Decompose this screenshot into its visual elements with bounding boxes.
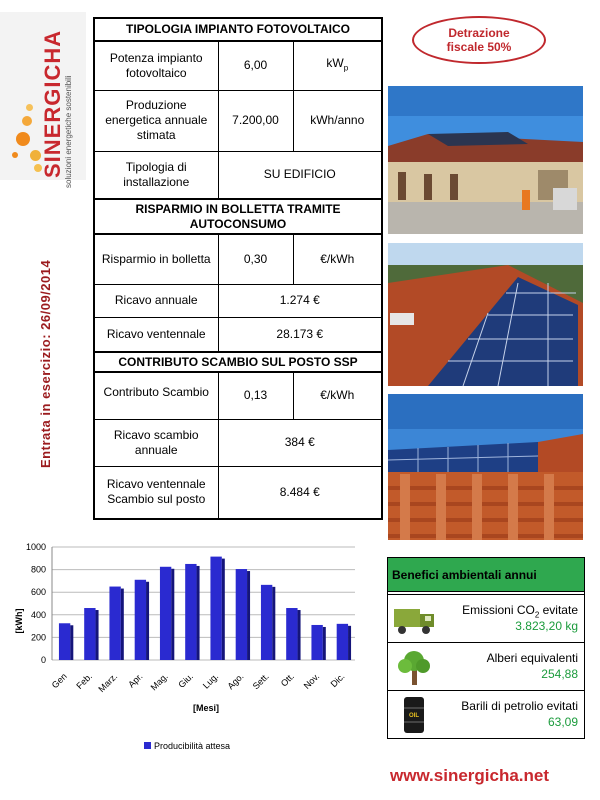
- x-tick-label: Feb.: [74, 671, 95, 691]
- row-label: Ricavo annuale: [94, 284, 218, 317]
- y-tick-label: 200: [30, 632, 46, 643]
- bar-side: [121, 589, 124, 660]
- x-tick-label: Giu.: [176, 671, 196, 690]
- row-label: Produzione energetica annuale stimata: [94, 90, 218, 151]
- table-row: [94, 284, 382, 317]
- row-label: Potenza impianto fotovoltaico: [94, 41, 218, 90]
- bar: [261, 585, 272, 660]
- table-row: [94, 41, 382, 90]
- chart-ylabel: [kWh]: [14, 608, 24, 634]
- bar: [185, 564, 196, 660]
- bar: [135, 580, 146, 660]
- benefit-emissioni: [388, 594, 584, 642]
- logo-dot: [22, 116, 32, 126]
- table-row: [94, 372, 382, 419]
- row-value: 0,30: [218, 234, 293, 284]
- y-tick-label: 400: [30, 609, 46, 620]
- building-photo: [388, 86, 583, 234]
- benefits-title: Benefici ambientali annui: [388, 558, 584, 592]
- benefit-alberi: [388, 642, 584, 690]
- oil-label: OIL: [409, 713, 419, 719]
- row-value: SU EDIFICIO: [218, 151, 382, 199]
- table-row: [94, 466, 382, 519]
- legend-swatch: [144, 742, 151, 749]
- label-part: evitate: [539, 603, 578, 617]
- row-unit: €/kWh: [293, 372, 382, 419]
- row-unit: kWh/anno: [293, 90, 382, 151]
- bar: [84, 608, 95, 660]
- entrata-in-esercizio: Entrata in esercizio: 26/09/2014: [38, 259, 53, 468]
- table-row: [94, 419, 382, 466]
- row-unit: [293, 41, 382, 90]
- row-label: Tipologia di installazione: [94, 151, 218, 199]
- badge-line: fiscale 50%: [446, 40, 512, 54]
- x-tick-label: Gen: [49, 671, 69, 691]
- bar: [337, 624, 348, 660]
- row-value: 0,13: [218, 372, 293, 419]
- x-tick-label: Mag.: [148, 671, 170, 693]
- benefit-value: 63,09: [547, 715, 578, 729]
- x-tick-label: Apr.: [126, 671, 145, 690]
- bar: [311, 625, 322, 660]
- y-tick-label: 1000: [25, 542, 46, 552]
- table-row: [94, 151, 382, 199]
- logo-dot: [26, 104, 33, 111]
- bar-side: [348, 626, 351, 660]
- bar-side: [171, 569, 174, 660]
- tax-deduction-badge: [412, 16, 546, 64]
- benefit-label: Barili di petrolio evitati: [461, 699, 578, 713]
- info-table: [93, 17, 383, 520]
- logo-dot: [16, 132, 30, 146]
- bar-side: [96, 610, 99, 660]
- row-unit: €/kWh: [293, 234, 382, 284]
- tree-icon: [392, 647, 438, 687]
- table-row: [94, 352, 382, 372]
- logo-tagline: soluzioni energetiche sostenibili: [64, 75, 73, 188]
- bar-side: [70, 625, 73, 660]
- y-tick-label: 600: [30, 587, 46, 598]
- x-tick-label: Dic.: [328, 671, 347, 690]
- y-tick-label: 0: [40, 655, 46, 665]
- benefit-value: 3.823,20 kg: [515, 619, 578, 633]
- logo-name: SINERGICHA: [40, 29, 65, 178]
- unit-base: kW: [326, 56, 344, 71]
- bar: [160, 567, 171, 660]
- bar: [236, 569, 247, 660]
- truck-icon: [392, 599, 438, 639]
- production-chart: [0, 535, 370, 760]
- x-tick-label: Ott.: [278, 671, 297, 689]
- benefit-label: [462, 603, 578, 619]
- section-heading: CONTRIBUTO SCAMBIO SUL POSTO SSP: [94, 352, 382, 372]
- logo-dot: [12, 152, 18, 158]
- benefit-value: 254,88: [541, 667, 578, 681]
- x-tick-label: Ago.: [225, 671, 246, 692]
- row-value: 28.173 €: [218, 317, 382, 352]
- bar-side: [298, 610, 301, 660]
- x-tick-label: Nov.: [301, 671, 322, 691]
- roof-panels-photo: [388, 243, 583, 386]
- roof-tiles-photo: [388, 394, 583, 540]
- bar: [210, 557, 221, 660]
- bar: [286, 608, 297, 660]
- benefit-label: Alberi equivalenti: [486, 651, 578, 665]
- table-row: [94, 234, 382, 284]
- row-value: 384 €: [218, 419, 382, 466]
- website-link[interactable]: www.sinergicha.net: [390, 766, 550, 785]
- table-row: [94, 199, 382, 234]
- bar-side: [146, 582, 149, 660]
- label-subscript: 2: [534, 610, 540, 620]
- legend-label: Producibilità attesa: [154, 741, 231, 751]
- logo: [0, 12, 86, 188]
- y-tick-label: 800: [30, 564, 46, 575]
- row-value: 7.200,00: [218, 90, 293, 151]
- row-label: Contributo Scambio: [94, 372, 218, 419]
- x-tick-label: Lug.: [200, 671, 221, 691]
- bar-side: [272, 587, 275, 660]
- badge-line: Detrazione: [448, 26, 510, 40]
- row-value: 1.274 €: [218, 284, 382, 317]
- environmental-benefits: [387, 557, 585, 739]
- bar: [59, 623, 70, 660]
- bar-side: [247, 571, 250, 660]
- row-label: Ricavo ventennale Scambio sul posto: [94, 466, 218, 519]
- label-part: Emissioni CO: [462, 603, 535, 617]
- bar-side: [197, 566, 200, 660]
- table-row: [94, 317, 382, 352]
- x-tick-label: Sett.: [250, 671, 271, 692]
- section-heading: TIPOLOGIA IMPIANTO FOTOVOLTAICO: [94, 18, 382, 41]
- section-heading: RISPARMIO IN BOLLETTA TRAMITE AUTOCONSUMO: [94, 199, 382, 234]
- table-row: [94, 90, 382, 151]
- row-value: 8.484 €: [218, 466, 382, 519]
- bar-side: [323, 627, 326, 660]
- chart-xlabel: [Mesi]: [192, 703, 220, 713]
- x-tick-label: Marz.: [96, 671, 120, 695]
- benefit-barili: [388, 690, 584, 738]
- row-label: Ricavo scambio annuale: [94, 419, 218, 466]
- table-row: [94, 18, 382, 41]
- bar-side: [222, 559, 225, 660]
- unit-subscript: p: [343, 63, 349, 73]
- oil-barrel-icon: [392, 695, 438, 735]
- bar: [109, 587, 120, 660]
- row-label: Risparmio in bolletta: [94, 234, 218, 284]
- row-value: 6,00: [218, 41, 293, 90]
- row-label: Ricavo ventennale: [94, 317, 218, 352]
